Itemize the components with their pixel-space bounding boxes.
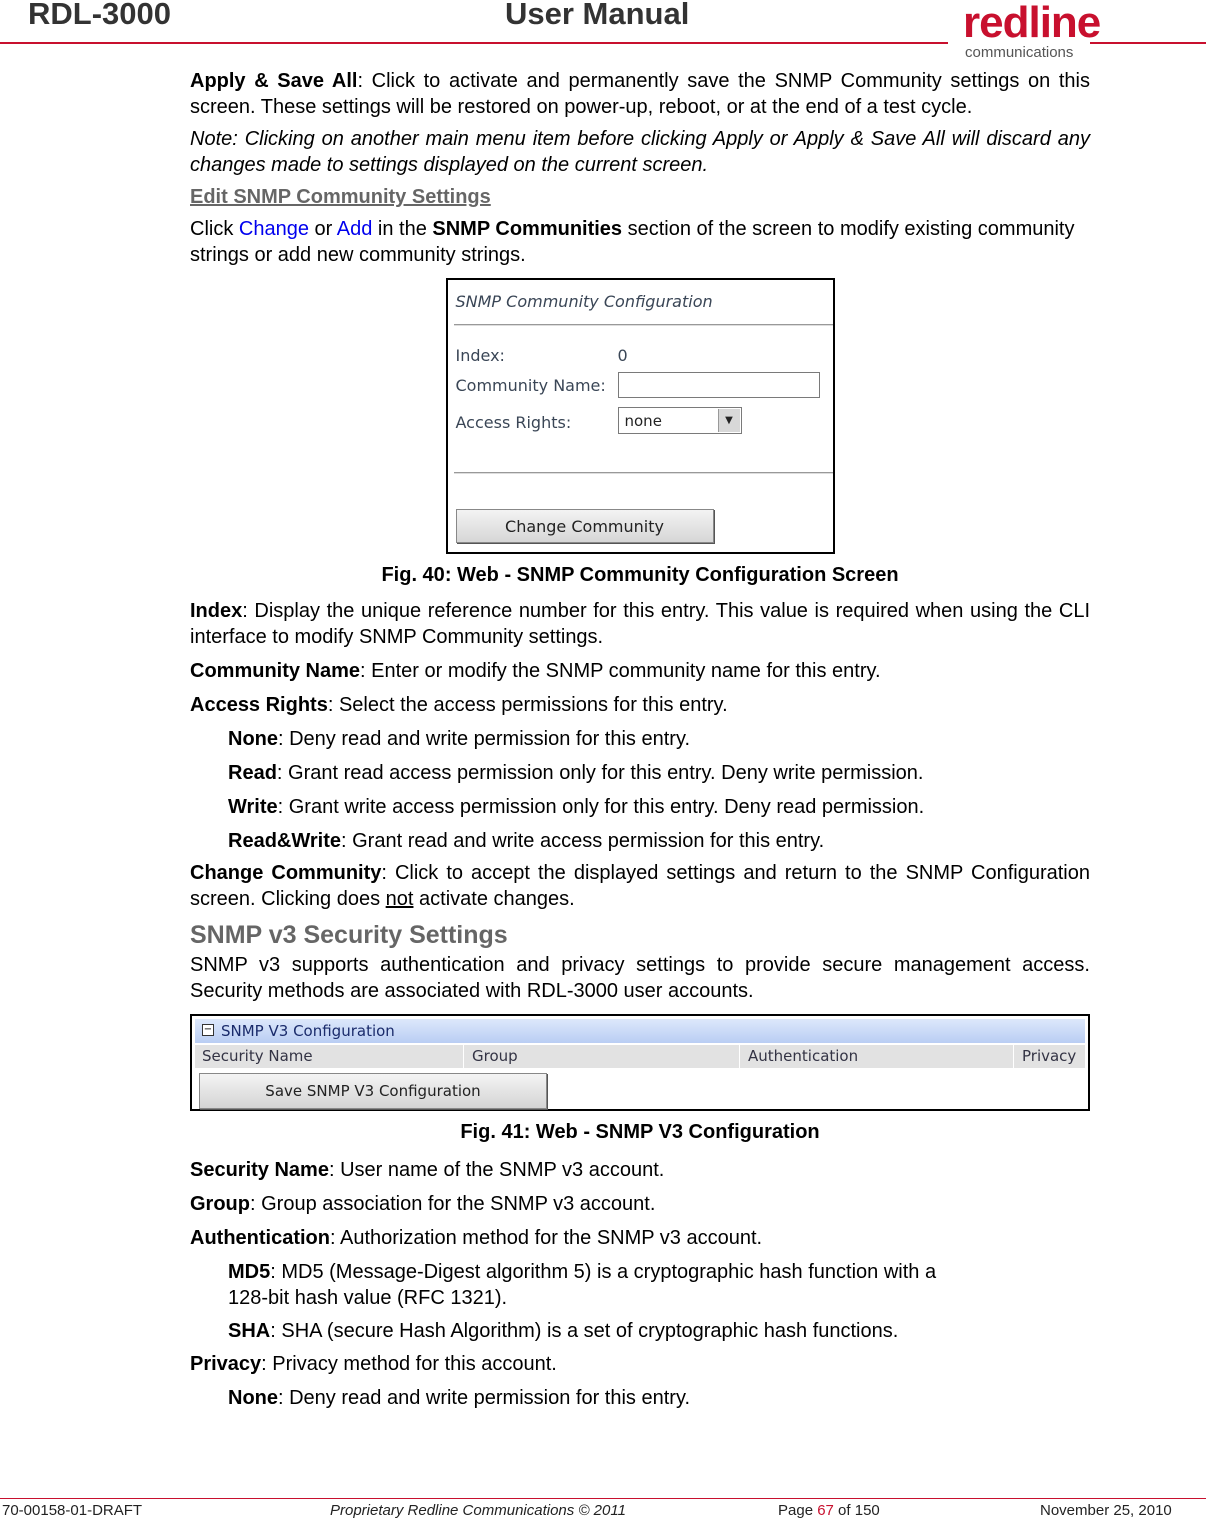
- footer-copyright: Proprietary Redline Communications © 2011: [330, 1502, 626, 1519]
- divider: [454, 472, 833, 473]
- column-security-name: Security Name: [195, 1045, 464, 1068]
- v3-intro-paragraph: SNMP v3 supports authentication and privacy settings to provide secure management access. Security methods are associated with RDL-3000 user accounts.: [190, 954, 1090, 1002]
- page-content: [190, 66, 1090, 1411]
- group-paragraph: Group: Group association for the SNMP v3 account.: [190, 1193, 656, 1215]
- community-name-input[interactable]: [618, 372, 820, 398]
- column-group: Group: [465, 1045, 740, 1068]
- v3-section-heading: SNMP v3 Security Settings: [190, 921, 508, 949]
- access-option-readwrite: Read&Write: Grant read and write access permission for this entry.: [228, 830, 825, 852]
- chevron-down-icon[interactable]: ▼: [718, 409, 740, 432]
- access-rights-paragraph: Access Rights: Select the access permissions for this entry.: [190, 694, 728, 716]
- access-rights-value: none: [624, 412, 662, 430]
- config-title: SNMP Community Configuration: [455, 292, 713, 311]
- logo-sub: communications: [965, 44, 1074, 61]
- access-option-none: None: Deny read and write permission for this entry.: [228, 728, 691, 750]
- snmp-community-config-screenshot: [446, 278, 835, 554]
- privacy-none-paragraph: None: Deny read and write permission for this entry.: [228, 1387, 691, 1409]
- logo-word: redline: [963, 0, 1101, 47]
- footer-doc-id: 70-00158-01-DRAFT: [2, 1502, 143, 1519]
- community-name-paragraph: Community Name: Enter or modify the SNMP community name for this entry.: [190, 660, 881, 682]
- note-paragraph: Note: Clicking on another main menu item before clicking Apply or Apply & Save All will discard any changes made to settings displayed on the current screen.: [190, 128, 1090, 176]
- footer-rule: [0, 1498, 1206, 1499]
- sha-paragraph: SHA: SHA (secure Hash Algorithm) is a set of cryptographic hash functions.: [228, 1320, 899, 1342]
- page-number: 67: [817, 1502, 834, 1519]
- divider: [454, 324, 833, 325]
- add-link[interactable]: Add: [336, 218, 373, 240]
- privacy-paragraph: Privacy: Privacy method for this account.: [190, 1353, 557, 1375]
- header-product: RDL-3000: [28, 0, 171, 31]
- access-option-write: Write: Grant write access permission only for this entry. Deny read permission.: [228, 796, 925, 818]
- index-paragraph: Index: Display the unique reference number for this entry. This value is required when using the CLI interface to modify SNMP Community settings.: [190, 600, 1090, 648]
- fig41-caption: Fig. 41: Web - SNMP V3 Configuration: [460, 1121, 820, 1143]
- change-community-button[interactable]: Change Community: [456, 509, 714, 543]
- footer-date: November 25, 2010: [1040, 1502, 1172, 1519]
- footer-page: Page 67 of 150: [778, 1502, 880, 1519]
- access-option-read: Read: Grant read access permission only for this entry. Deny write permission.: [228, 762, 924, 784]
- apply-save-term: Apply & Save All: [190, 70, 358, 92]
- column-authentication: Authentication: [741, 1045, 1014, 1068]
- access-rights-select[interactable]: [618, 407, 742, 434]
- column-privacy: Privacy: [1022, 1047, 1077, 1065]
- index-value: 0: [617, 346, 628, 365]
- authentication-paragraph: Authentication: Authorization method for the SNMP v3 account.: [190, 1227, 763, 1249]
- fig40-caption: Fig. 40: Web - SNMP Community Configuration Screen: [381, 564, 899, 586]
- v3-config-titlebar[interactable]: [195, 1019, 1085, 1043]
- header-rule-right: [1090, 42, 1206, 44]
- redline-logo: [958, 0, 1101, 62]
- save-v3-config-button[interactable]: Save SNMP V3 Configuration: [199, 1073, 547, 1109]
- access-rights-label: Access Rights:: [455, 413, 572, 432]
- community-name-label: Community Name:: [455, 376, 606, 395]
- edit-snmp-heading: Edit SNMP Community Settings: [190, 186, 491, 208]
- change-community-paragraph: Change Community: Click to accept the displayed settings and return to the SNMP Configuration screen. Clicking does not activate changes.: [190, 862, 1090, 910]
- header-rule-left: [0, 42, 948, 44]
- v3-config-title: SNMP V3 Configuration: [221, 1022, 395, 1040]
- v3-table-header: [195, 1045, 1085, 1068]
- snmp-v3-config-screenshot: [190, 1014, 1090, 1111]
- security-name-paragraph: Security Name: User name of the SNMP v3 account.: [190, 1159, 665, 1181]
- apply-save-paragraph: Apply & Save All: Click to activate and permanently save the SNMP Community settings on this screen. These settings will be restored on power-up, reboot, or at the end of a test cycle.: [190, 70, 1090, 118]
- click-change-paragraph: Click Change or Add in the SNMP Communities section of the screen to modify existing community strings or add new community strings.: [190, 218, 1075, 266]
- md5-paragraph: MD5: MD5 (Message-Digest algorithm 5) is a cryptographic hash function with a 128-bit hash value (RFC 1321).: [228, 1261, 937, 1309]
- header-doc-title: User Manual: [505, 0, 690, 31]
- change-link[interactable]: Change: [238, 218, 309, 240]
- collapse-icon[interactable]: −: [203, 1024, 213, 1035]
- index-label: Index:: [455, 346, 505, 365]
